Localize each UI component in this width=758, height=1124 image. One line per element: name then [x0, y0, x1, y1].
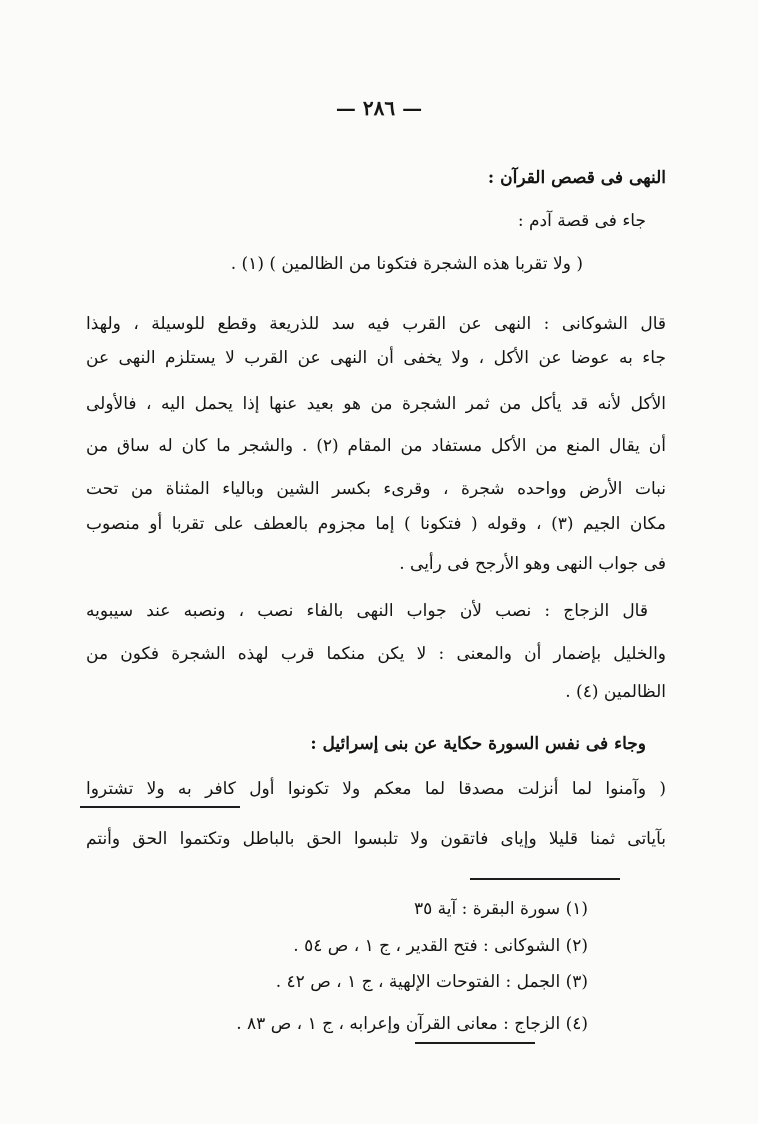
- paragraph-1-line: الأكل لأنه قد يأكل من ثمر الشجرة من هو بعيد عنها إذا يحمل اليه ، فالأولى: [86, 394, 666, 414]
- paragraph-1-line: فى جواب النهى وهو الأرجح فى رأيى .: [399, 554, 666, 574]
- footnote: (٤) الزجاج : معانى القرآن وإعرابه ، ج ١ ، ص ٨٣ .: [236, 1014, 588, 1034]
- footnote-separator: [470, 878, 620, 880]
- footnote: (١) سورة البقرة : آية ٣٥: [413, 899, 588, 919]
- footnote: (٢) الشوكانى : فتح القدير ، ج ١ ، ص ٥٤ .: [293, 936, 588, 956]
- paragraph-1-line: جاء به عوضا عن الأكل ، ولا يخفى أن النهى عن القرب لا يستلزم النهى عن: [86, 348, 666, 368]
- footnote-underline: [415, 1042, 535, 1044]
- paragraph-1-line: مكان الجيم (٣) ، وقوله ( فتكونا ) إما مجزوم بالعطف على تقربا أو منصوب: [86, 514, 666, 534]
- paragraph-1-line: قال الشوكانى : النهى عن القرب فيه سد للذريعة وقطع للوسيلة ، ولهذا: [86, 314, 666, 334]
- paragraph-2-line: والخليل بإضمار أن والمعنى : لا يكن منكما قرب لهذه الشجرة فكون من: [86, 644, 666, 664]
- verse-quote-1: ( ولا تقربا هذه الشجرة فتكونا من الظالمين ) (١) .: [230, 254, 583, 274]
- footnote: (٣) الجمل : الفتوحات الإلهية ، ج ١ ، ص ٤٢ .: [275, 972, 588, 992]
- underline-rule: [80, 806, 240, 808]
- paragraph-2-line: الظالمين (٤) .: [565, 682, 666, 702]
- paragraph-1-line: أن يقال المنع من الأكل مستفاد من المقام (٢) . والشجر ما كان له ساق من: [86, 436, 667, 456]
- verse-quote-2-line: ( وآمنوا لما أنزلت مصدقا لما معكم ولا تكونوا أول كافر به ولا تشتروا: [86, 779, 666, 799]
- paragraph-1-line: نبات الأرض وواحده شجرة ، وقرىء بكسر الشين وبالياء المثناة من تحت: [86, 479, 666, 499]
- section-heading: النهى فى قصص القرآن :: [487, 168, 666, 188]
- verse-quote-2-line: بآياتى ثمنا قليلا وإياى فاتقون ولا تلبسوا الحق بالباطل وتكتموا الحق وأنتم: [86, 829, 666, 849]
- page-number: — ٢٨٦ —: [335, 96, 423, 120]
- intro-line-2: وجاء فى نفس السورة حكاية عن بنى إسرائيل :: [310, 734, 646, 754]
- intro-line: جاء فى قصة آدم :: [517, 211, 646, 231]
- paragraph-2-line: قال الزجاج : نصب لأن جواب النهى بالفاء نصب ، ونصبه عند سيبويه: [86, 601, 648, 621]
